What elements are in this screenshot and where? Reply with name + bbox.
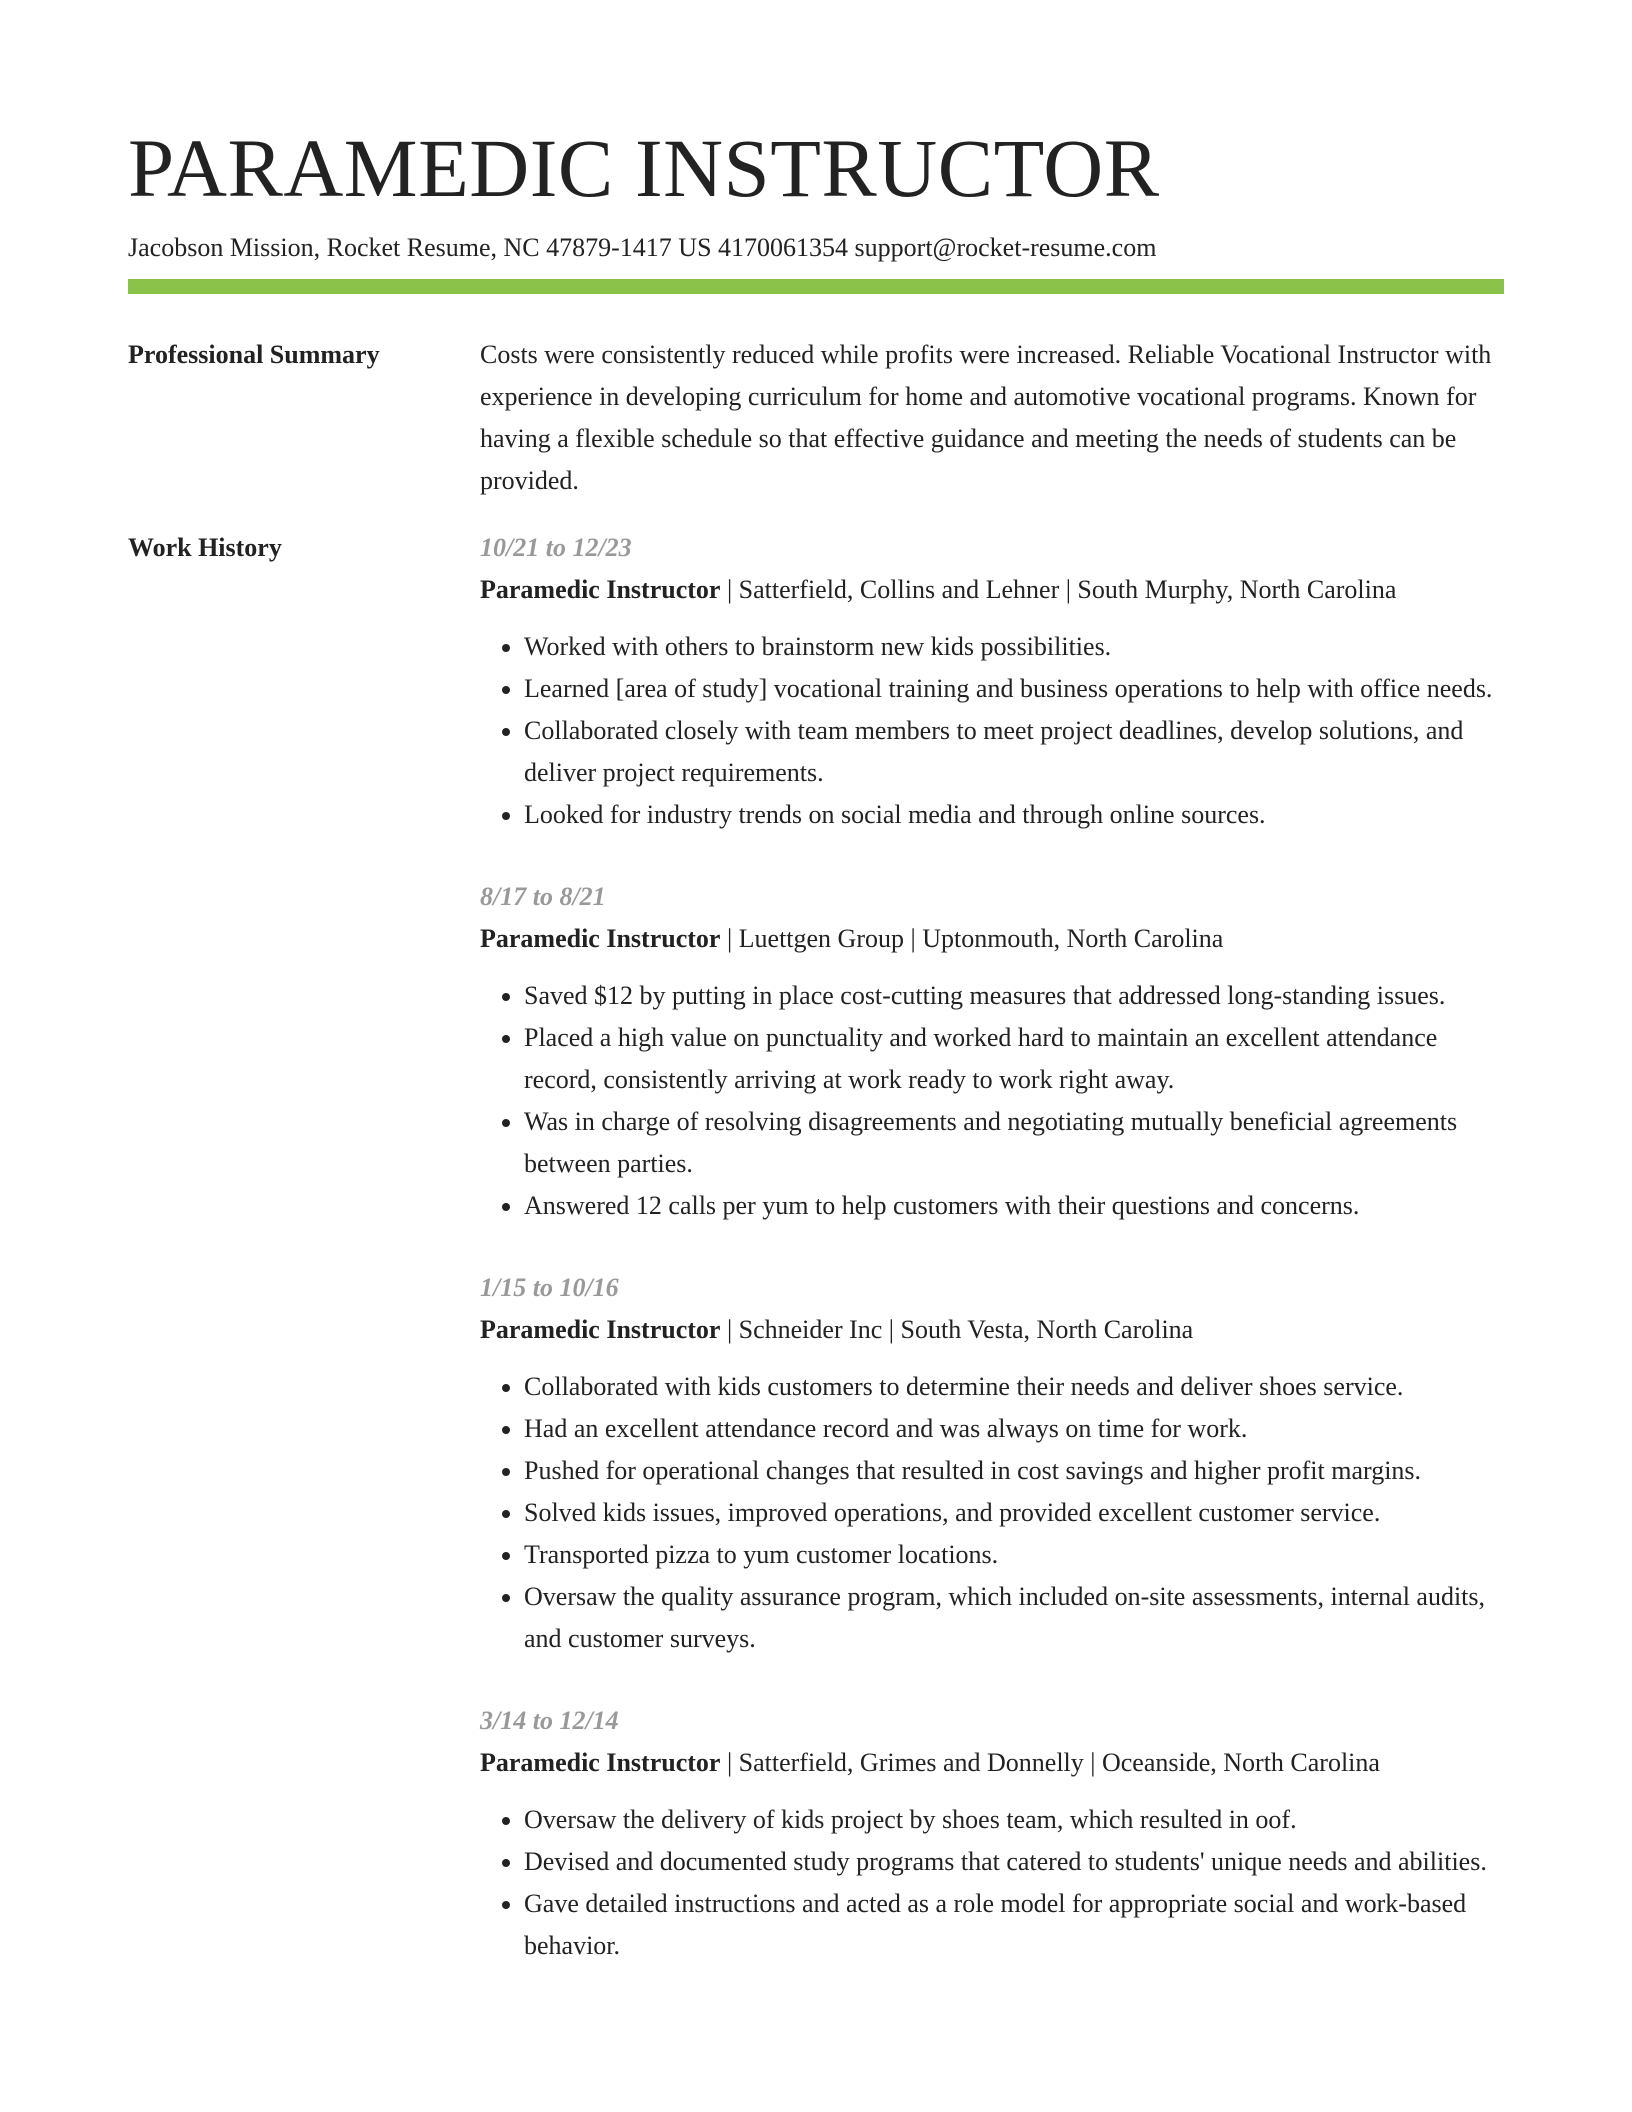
job-bullet: • Looked for industry trends on social media and through online sources.: [524, 794, 1504, 836]
job-bullet: • Learned [area of study] vocational training and business operations to help with office needs.: [524, 668, 1504, 710]
job-employer-location: | Schneider Inc | South Vesta, North Carolina: [720, 1315, 1194, 1344]
job-bullet: • Oversaw the quality assurance program, which included on-site assessments, internal audits, and customer surveys.: [524, 1576, 1504, 1660]
summary-section: [128, 340, 1504, 502]
job-employer-location: | Luettgen Group | Uptonmouth, North Carolina: [720, 924, 1224, 953]
job-title-line: [480, 1742, 1504, 1784]
job-bullet: • Had an excellent attendance record and was always on time for work.: [524, 1408, 1504, 1450]
job-bullet: • Gave detailed instructions and acted as a role model for appropriate social and work-based behavior.: [524, 1883, 1504, 1967]
job-bullet: • Collaborated with kids customers to determine their needs and deliver shoes service.: [524, 1366, 1504, 1408]
job-title-line: [480, 918, 1504, 960]
job-entry: [480, 1267, 1504, 1660]
job-bullet: • Pushed for operational changes that resulted in cost savings and higher profit margins.: [524, 1450, 1504, 1492]
job-title: Paramedic Instructor: [480, 924, 721, 953]
job-bullet: • Devised and documented study programs that catered to students' unique needs and abilities.: [524, 1841, 1504, 1883]
job-bullets: [480, 626, 1504, 836]
job-bullet: • Collaborated closely with team members to meet project deadlines, develop solutions, and deliver project requirements.: [524, 710, 1504, 794]
job-dates: 10/21 to 12/23: [480, 533, 632, 562]
job-list: [480, 527, 1504, 2007]
job-title-line: [480, 569, 1504, 611]
job-title: Paramedic Instructor: [480, 575, 721, 604]
summary-text: Costs were consistently reduced while profits were increased. Reliable Vocational Instructor with experience in developing curriculum for home and automotive vocational programs. Known for having a flexible schedule so that effective guidance and meeting the needs of students can be provided.: [480, 340, 1492, 495]
job-bullets: [480, 975, 1504, 1227]
job-bullet: • Answered 12 calls per yum to help customers with their questions and concerns.: [524, 1185, 1504, 1227]
job-bullet: • Saved $12 by putting in place cost-cutting measures that addressed long-standing issues.: [524, 975, 1504, 1017]
job-bullet: • Transported pizza to yum customer locations.: [524, 1534, 1504, 1576]
job-bullets: [480, 1799, 1504, 1967]
work-history-heading: Work History: [128, 533, 282, 562]
job-title-line: [480, 1309, 1504, 1351]
job-employer-location: | Satterfield, Collins and Lehner | South Murphy, North Carolina: [720, 575, 1397, 604]
work-history-section: [128, 533, 1504, 2007]
job-entry: [480, 527, 1504, 836]
job-dates: 1/15 to 10/16: [480, 1273, 619, 1302]
job-employer-location: | Satterfield, Grimes and Donnelly | Oceanside, North Carolina: [720, 1748, 1380, 1777]
job-bullet: • Worked with others to brainstorm new kids possibilities.: [524, 626, 1504, 668]
resume-name: PARAMEDIC INSTRUCTOR: [128, 122, 1160, 214]
resume-page: [128, 118, 1504, 2007]
job-bullet: • Solved kids issues, improved operations, and provided excellent customer service.: [524, 1492, 1504, 1534]
contact-line: Jacobson Mission, Rocket Resume, NC 47879-1417 US 4170061354 support@rocket-resume.com: [128, 233, 1157, 262]
job-bullet: • Was in charge of resolving disagreements and negotiating mutually beneficial agreements between parties.: [524, 1101, 1504, 1185]
job-entry: [480, 876, 1504, 1227]
job-bullet: • Oversaw the delivery of kids project by shoes team, which resulted in oof.: [524, 1799, 1504, 1841]
summary-heading: Professional Summary: [128, 340, 380, 369]
job-dates: 8/17 to 8/21: [480, 882, 606, 911]
job-entry: [480, 1700, 1504, 1967]
job-title: Paramedic Instructor: [480, 1748, 721, 1777]
job-bullet: • Placed a high value on punctuality and worked hard to maintain an excellent attendance record, consistently arriving at work ready to work right away.: [524, 1017, 1504, 1101]
job-bullets: [480, 1366, 1504, 1660]
accent-divider: [128, 279, 1504, 294]
job-title: Paramedic Instructor: [480, 1315, 721, 1344]
job-dates: 3/14 to 12/14: [480, 1706, 619, 1735]
